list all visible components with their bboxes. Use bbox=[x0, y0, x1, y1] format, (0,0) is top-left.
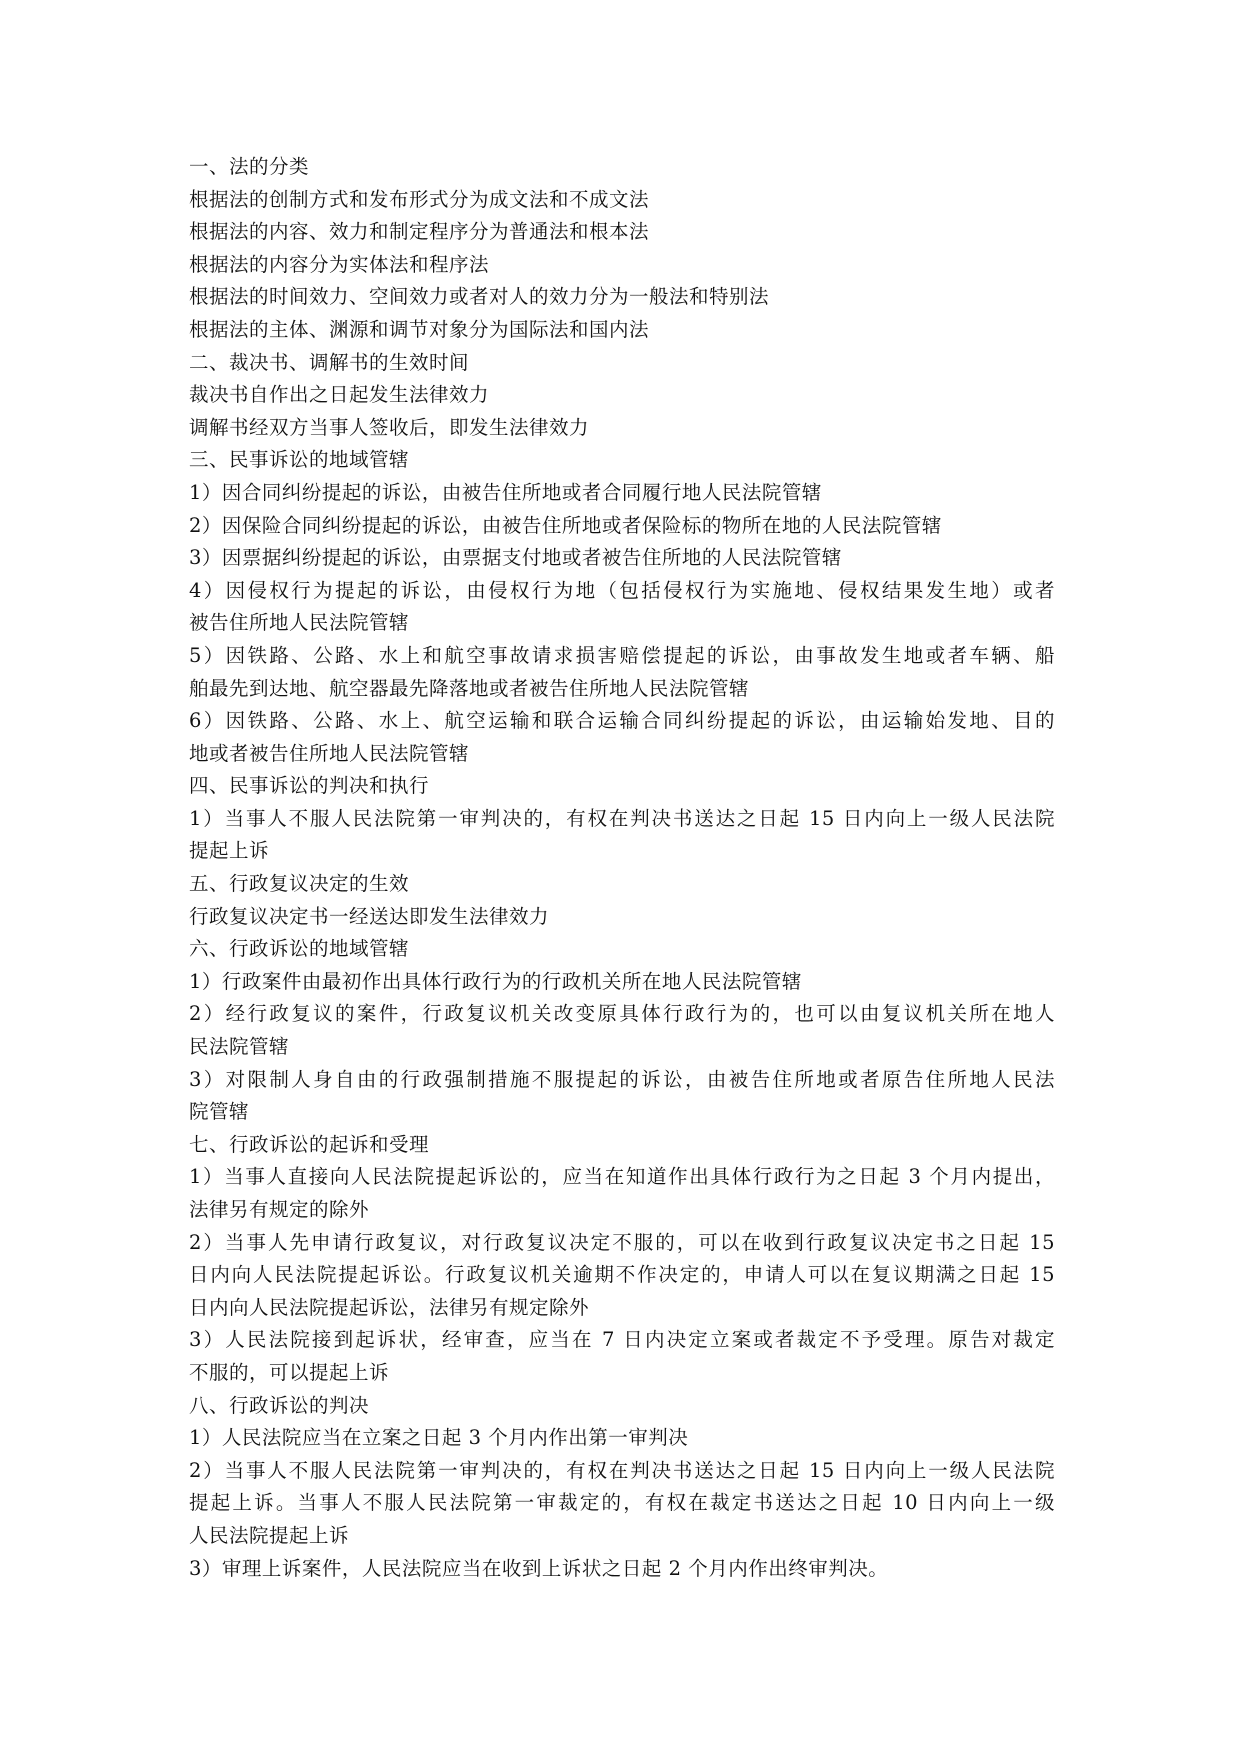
text-line: 调解书经双方当事人签收后，即发生法律效力 bbox=[189, 415, 590, 439]
text-line: 提起上诉 bbox=[189, 839, 270, 863]
text-line: 4）因侵权行为提起的诉讼，由侵权行为地（包括侵权行为实施地、侵权结果发生地）或者 bbox=[189, 578, 1055, 602]
text-line: 舶最先到达地、航空器最先降落地或者被告住所地人民法院管辖 bbox=[189, 676, 750, 700]
text-line: 1）人民法院应当在立案之日起 3 个月内作出第一审判决 bbox=[189, 1426, 689, 1450]
text-line: 八、行政诉讼的判决 bbox=[189, 1393, 370, 1417]
text-line: 1）当事人直接向人民法院提起诉讼的，应当在知道作出具体行政行为之日起 3 个月内提出， bbox=[189, 1165, 1055, 1189]
text-line: 2）当事人不服人民法院第一审判决的，有权在判决书送达之日起 15 日内向上一级人民法院 bbox=[189, 1458, 1055, 1482]
text-line: 3）人民法院接到起诉状，经审查，应当在 7 日内决定立案或者裁定不予受理。原告对裁定 bbox=[189, 1328, 1055, 1352]
text-line: 行政复议决定书一经送达即发生法律效力 bbox=[189, 904, 550, 928]
text-line: 被告住所地人民法院管辖 bbox=[189, 611, 410, 635]
text-line: 不服的，可以提起上诉 bbox=[189, 1360, 390, 1384]
text-line: 六、行政诉讼的地域管辖 bbox=[189, 937, 410, 961]
text-line: 2）当事人先申请行政复议，对行政复议决定不服的，可以在收到行政复议决定书之日起 15 bbox=[189, 1230, 1055, 1254]
text-line: 七、行政诉讼的起诉和受理 bbox=[189, 1132, 430, 1156]
text-line: 根据法的创制方式和发布形式分为成文法和不成文法 bbox=[189, 187, 650, 211]
text-line: 日内向人民法院提起诉讼。行政复议机关逾期不作决定的，申请人可以在复议期满之日起 15 bbox=[189, 1263, 1055, 1287]
text-line: 1）当事人不服人民法院第一审判决的，有权在判决书送达之日起 15 日内向上一级人民法院 bbox=[189, 806, 1055, 830]
text-line: 人民法院提起上诉 bbox=[189, 1523, 350, 1547]
text-line: 6）因铁路、公路、水上、航空运输和联合运输合同纠纷提起的诉讼，由运输始发地、目的 bbox=[189, 709, 1055, 733]
text-line: 五、行政复议决定的生效 bbox=[189, 872, 410, 896]
text-line: 根据法的时间效力、空间效力或者对人的效力分为一般法和特别法 bbox=[189, 285, 770, 309]
text-line: 地或者被告住所地人民法院管辖 bbox=[189, 741, 470, 765]
text-line: 2）因保险合同纠纷提起的诉讼，由被告住所地或者保险标的物所在地的人民法院管辖 bbox=[189, 513, 942, 537]
text-line: 二、裁决书、调解书的生效时间 bbox=[189, 350, 470, 374]
text-line: 3）因票据纠纷提起的诉讼，由票据支付地或者被告住所地的人民法院管辖 bbox=[189, 546, 842, 570]
text-line: 一、法的分类 bbox=[189, 155, 310, 178]
text-line: 日内向人民法院提起诉讼，法律另有规定除外 bbox=[189, 1295, 590, 1319]
text-line: 四、民事诉讼的判决和执行 bbox=[189, 774, 430, 798]
text-line: 5）因铁路、公路、水上和航空事故请求损害赔偿提起的诉讼，由事故发生地或者车辆、船 bbox=[189, 643, 1055, 667]
text-line: 民法院管辖 bbox=[189, 1035, 290, 1059]
text-line: 3）审理上诉案件，人民法院应当在收到上诉状之日起 2 个月内作出终审判决。 bbox=[189, 1556, 889, 1580]
text-line: 1）行政案件由最初作出具体行政行为的行政机关所在地人民法院管辖 bbox=[189, 969, 802, 993]
text-line: 根据法的内容、效力和制定程序分为普通法和根本法 bbox=[189, 220, 650, 244]
text-line: 根据法的主体、渊源和调节对象分为国际法和国内法 bbox=[189, 317, 650, 341]
text-line: 2）经行政复议的案件，行政复议机关改变原具体行政行为的，也可以由复议机关所在地人 bbox=[189, 1002, 1055, 1026]
text-line: 根据法的内容分为实体法和程序法 bbox=[189, 252, 490, 276]
document-body bbox=[189, 151, 1055, 1585]
text-line: 法律另有规定的除外 bbox=[189, 1198, 370, 1221]
text-line: 3）对限制人身自由的行政强制措施不服提起的诉讼，由被告住所地或者原告住所地人民法 bbox=[189, 1067, 1055, 1091]
text-line: 提起上诉。当事人不服人民法院第一审裁定的，有权在裁定书送达之日起 10 日内向上一级 bbox=[189, 1491, 1055, 1515]
text-line: 院管辖 bbox=[189, 1100, 250, 1124]
text-line: 裁决书自作出之日起发生法律效力 bbox=[189, 383, 490, 407]
text-line: 1）因合同纠纷提起的诉讼，由被告住所地或者合同履行地人民法院管辖 bbox=[189, 480, 822, 504]
text-line: 三、民事诉讼的地域管辖 bbox=[189, 448, 410, 472]
